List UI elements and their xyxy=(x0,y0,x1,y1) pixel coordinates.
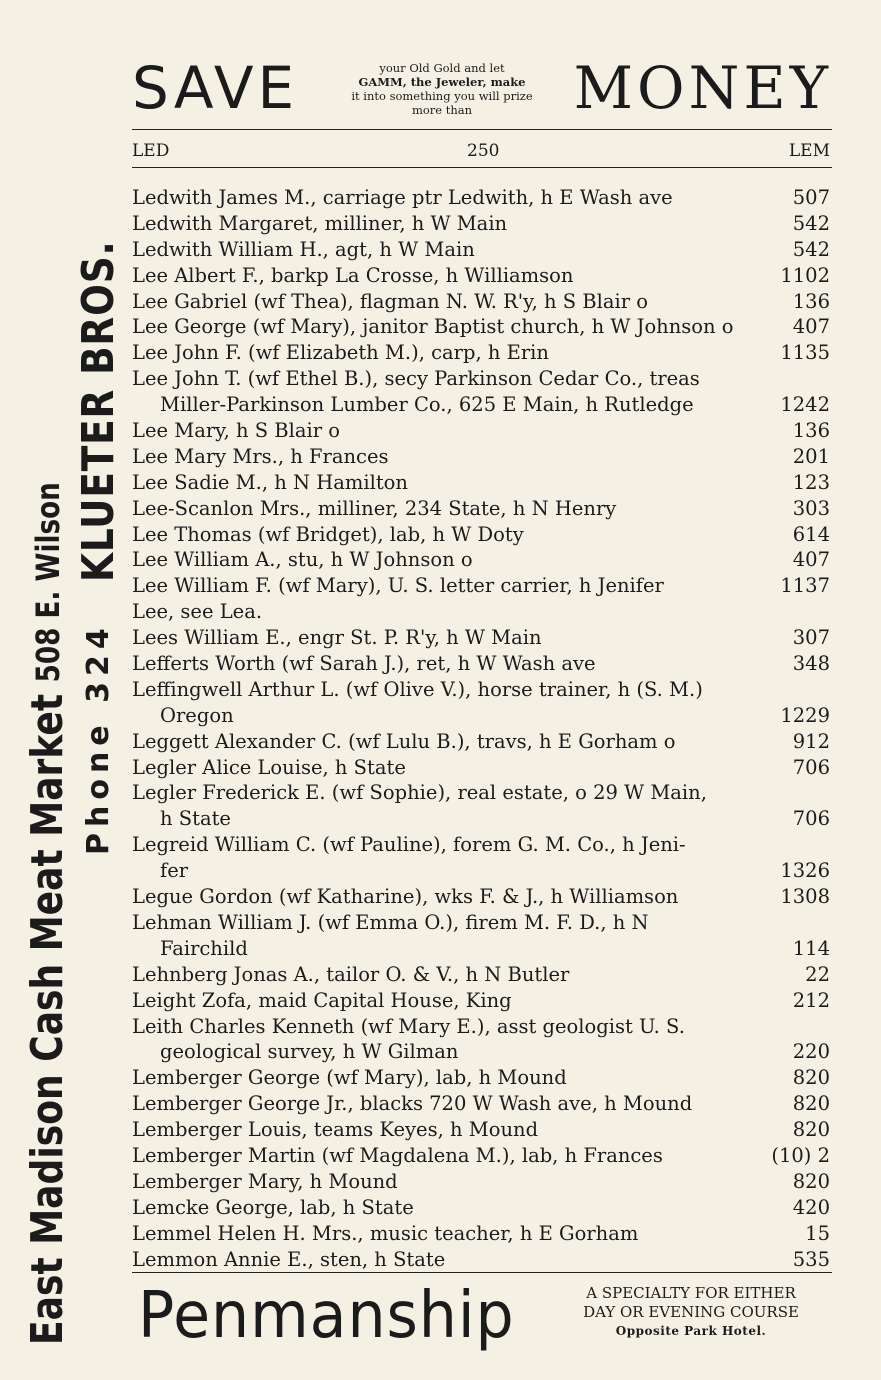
ad-penmanship-word: Penmanship xyxy=(138,1279,515,1353)
entry-house-number: 912 xyxy=(792,729,830,753)
directory-entry xyxy=(132,677,832,703)
directory-entry xyxy=(132,573,832,599)
entry-text: Lemberger Louis, teams Keyes, h Mound xyxy=(132,1118,539,1142)
directory-entry xyxy=(132,263,832,289)
directory-entry xyxy=(132,1247,832,1273)
entry-house-number: 220 xyxy=(792,1040,830,1064)
directory-entry xyxy=(132,962,832,988)
entry-house-number: 123 xyxy=(792,470,830,494)
entry-house-number: 542 xyxy=(792,237,830,261)
entry-text: Lemmel Helen H. Mrs., music teacher, h E Gorham xyxy=(132,1221,639,1245)
entry-house-number: 1229 xyxy=(780,703,830,727)
running-head-last-name: LEM xyxy=(788,141,830,161)
entry-house-number: 614 xyxy=(792,522,830,546)
directory-entry xyxy=(132,418,832,444)
directory-entry xyxy=(132,936,832,962)
entry-house-number: 407 xyxy=(792,548,830,572)
directory-entry xyxy=(132,910,832,936)
ad-save-word: SAVE xyxy=(132,54,299,122)
entry-text: Lee Thomas (wf Bridget), lab, h W Doty xyxy=(132,522,524,546)
entry-house-number: 22 xyxy=(805,962,830,986)
entry-text: Lee Albert F., barkp La Crosse, h Williamson xyxy=(132,263,574,287)
directory-entry xyxy=(132,1117,832,1143)
side-ad-phone: Phone 324 xyxy=(81,622,116,855)
ad-money-word: MONEY xyxy=(573,54,832,122)
entry-house-number: 535 xyxy=(792,1247,830,1271)
entry-house-number: 706 xyxy=(792,807,830,831)
entry-text: Lee John F. (wf Elizabeth M.), carp, h Erin xyxy=(132,341,549,365)
directory-entry xyxy=(132,599,832,625)
top-rule xyxy=(132,129,832,130)
entry-house-number: 348 xyxy=(792,652,830,676)
entry-house-number: 1137 xyxy=(780,574,830,598)
directory-entry xyxy=(132,1143,832,1169)
directory-entry xyxy=(132,651,832,677)
directory-entry xyxy=(132,496,832,522)
entry-text: geological survey, h W Gilman xyxy=(160,1040,459,1064)
ad-course-location: Opposite Park Hotel. xyxy=(615,1324,767,1338)
directory-entry xyxy=(132,832,832,858)
directory-listing xyxy=(132,185,832,1272)
entry-text: Lees William E., engr St. P. R'y, h W Main xyxy=(132,626,542,650)
entry-house-number: 1102 xyxy=(780,263,830,287)
directory-entry xyxy=(132,185,832,211)
entry-text: Lee, see Lea. xyxy=(132,600,263,624)
entry-house-number: 212 xyxy=(792,988,830,1012)
entry-text: Leight Zofa, maid Capital House, King xyxy=(132,988,512,1012)
directory-entry xyxy=(132,366,832,392)
entry-text: Lehnberg Jonas A., tailor O. & V., h N Butler xyxy=(132,962,570,986)
directory-entry xyxy=(132,858,832,884)
entry-text: Legler Frederick E. (wf Sophie), real estate, o 29 W Main, xyxy=(132,781,707,805)
entry-text: Lee John T. (wf Ethel B.), secy Parkinson Cedar Co., treas xyxy=(132,367,700,391)
bottom-rule xyxy=(132,1272,832,1273)
ad-tagline-line: GAMM, the Jeweler, make xyxy=(358,75,526,89)
side-ad-line-1 xyxy=(22,287,73,1345)
side-ad-business-name: East Madison Cash Meat Market xyxy=(22,693,73,1345)
ad-course-text xyxy=(546,1284,836,1341)
ad-tagline-line: more than xyxy=(411,103,473,117)
side-ad-address: 508 E. Wilson xyxy=(28,482,67,683)
entry-text: Fairchild xyxy=(160,936,248,960)
entry-text: Lee Gabriel (wf Thea), flagman N. W. R'y, h S Blair o xyxy=(132,289,648,313)
ad-tagline-line: it into something you will prize xyxy=(351,89,533,103)
directory-entry xyxy=(132,211,832,237)
entry-house-number: 15 xyxy=(805,1221,830,1245)
entry-house-number: 542 xyxy=(792,211,830,235)
side-ad-line-2 xyxy=(73,55,124,1345)
header-rule xyxy=(132,167,832,168)
directory-entry xyxy=(132,755,832,781)
directory-entry xyxy=(132,806,832,832)
entry-text: Legler Alice Louise, h State xyxy=(132,755,406,779)
directory-entry xyxy=(132,625,832,651)
directory-entry xyxy=(132,470,832,496)
directory-entry xyxy=(132,1195,832,1221)
entry-house-number: 820 xyxy=(792,1066,830,1090)
entry-text: Lee William F. (wf Mary), U. S. letter carrier, h Jenifer xyxy=(132,574,664,598)
entry-text: Lemberger George (wf Mary), lab, h Mound xyxy=(132,1066,567,1090)
entry-text: Lee George (wf Mary), janitor Baptist church, h W Johnson o xyxy=(132,315,734,339)
entry-house-number: (10) 2 xyxy=(771,1143,830,1167)
entry-text: Miller-Parkinson Lumber Co., 625 E Main, h Rutledge xyxy=(160,393,694,417)
entry-text: Lemcke George, lab, h State xyxy=(132,1195,414,1219)
entry-house-number: 1326 xyxy=(780,859,830,883)
entry-text: Lefferts Worth (wf Sarah J.), ret, h W Wash ave xyxy=(132,652,596,676)
page-number: 250 xyxy=(467,141,500,161)
entry-text: Lee Mary Mrs., h Frances xyxy=(132,444,389,468)
directory-entry xyxy=(132,392,832,418)
ad-tagline xyxy=(327,61,557,117)
entry-text: Leffingwell Arthur L. (wf Olive V.), horse trainer, h (S. M.) xyxy=(132,677,703,701)
entry-text: Legue Gordon (wf Katharine), wks F. & J., h Williamson xyxy=(132,885,679,909)
directory-entry xyxy=(132,289,832,315)
entry-text: Lee Mary, h S Blair o xyxy=(132,419,340,443)
entry-text: Ledwith Margaret, milliner, h W Main xyxy=(132,211,508,235)
entry-house-number: 303 xyxy=(792,496,830,520)
entry-house-number: 820 xyxy=(792,1092,830,1116)
entry-text: h State xyxy=(160,807,231,831)
entry-text: Lee-Scanlon Mrs., milliner, 234 State, h N Henry xyxy=(132,496,617,520)
entry-house-number: 114 xyxy=(792,936,830,960)
directory-entry xyxy=(132,703,832,729)
directory-entry xyxy=(132,1065,832,1091)
directory-entry xyxy=(132,547,832,573)
entry-house-number: 201 xyxy=(792,444,830,468)
top-advertisement xyxy=(132,55,832,125)
directory-entry xyxy=(132,1221,832,1247)
entry-house-number: 706 xyxy=(792,755,830,779)
entry-text: Ledwith James M., carriage ptr Ledwith, h E Wash ave xyxy=(132,186,673,209)
running-head xyxy=(132,139,832,163)
entry-house-number: 507 xyxy=(792,186,830,209)
entry-text: Lemmon Annie E., sten, h State xyxy=(132,1247,446,1271)
entry-house-number: 407 xyxy=(792,315,830,339)
directory-entry xyxy=(132,884,832,910)
side-ad-firm-name: KLUETER BROS. xyxy=(73,240,124,583)
entry-text: Legreid William C. (wf Pauline), forem G. M. Co., h Jeni- xyxy=(132,833,686,857)
running-head-first-name: LED xyxy=(132,141,170,161)
entry-house-number: 820 xyxy=(792,1169,830,1193)
directory-entry xyxy=(132,1014,832,1040)
entry-text: Lemberger Mary, h Mound xyxy=(132,1169,398,1193)
directory-entry xyxy=(132,444,832,470)
entry-house-number: 820 xyxy=(792,1118,830,1142)
directory-entry xyxy=(132,729,832,755)
entry-house-number: 307 xyxy=(792,626,830,650)
directory-entry xyxy=(132,522,832,548)
entry-text: fer xyxy=(160,859,189,883)
directory-entry xyxy=(132,340,832,366)
entry-text: Ledwith William H., agt, h W Main xyxy=(132,237,475,261)
bottom-advertisement xyxy=(132,1279,837,1353)
entry-house-number: 1308 xyxy=(780,885,830,909)
entry-text: Leggett Alexander C. (wf Lulu B.), travs, h E Gorham o xyxy=(132,729,676,753)
directory-entry xyxy=(132,237,832,263)
entry-text: Oregon xyxy=(160,703,234,727)
entry-house-number: 1242 xyxy=(780,393,830,417)
directory-entry xyxy=(132,1091,832,1117)
entry-house-number: 136 xyxy=(792,419,830,443)
ad-tagline-line: your Old Gold and let xyxy=(379,61,505,75)
entry-text: Leith Charles Kenneth (wf Mary E.), asst geologist U. S. xyxy=(132,1014,685,1038)
entry-text: Lehman William J. (wf Emma O.), firem M. F. D., h N xyxy=(132,910,649,934)
directory-entry xyxy=(132,1039,832,1065)
ad-course-line: DAY OR EVENING COURSE xyxy=(583,1303,799,1321)
directory-entry xyxy=(132,1169,832,1195)
entry-house-number: 1135 xyxy=(780,341,830,365)
entry-text: Lee Sadie M., h N Hamilton xyxy=(132,470,408,494)
directory-entry xyxy=(132,314,832,340)
entry-house-number: 136 xyxy=(792,289,830,313)
side-advertisement xyxy=(22,55,124,1345)
entry-text: Lee William A., stu, h W Johnson o xyxy=(132,548,473,572)
entry-house-number: 420 xyxy=(792,1195,830,1219)
ad-course-line: A SPECIALTY FOR EITHER xyxy=(586,1284,796,1302)
directory-entry xyxy=(132,780,832,806)
directory-entry xyxy=(132,988,832,1014)
entry-text: Lemberger Martin (wf Magdalena M.), lab, h Frances xyxy=(132,1143,663,1167)
entry-text: Lemberger George Jr., blacks 720 W Wash ave, h Mound xyxy=(132,1092,693,1116)
